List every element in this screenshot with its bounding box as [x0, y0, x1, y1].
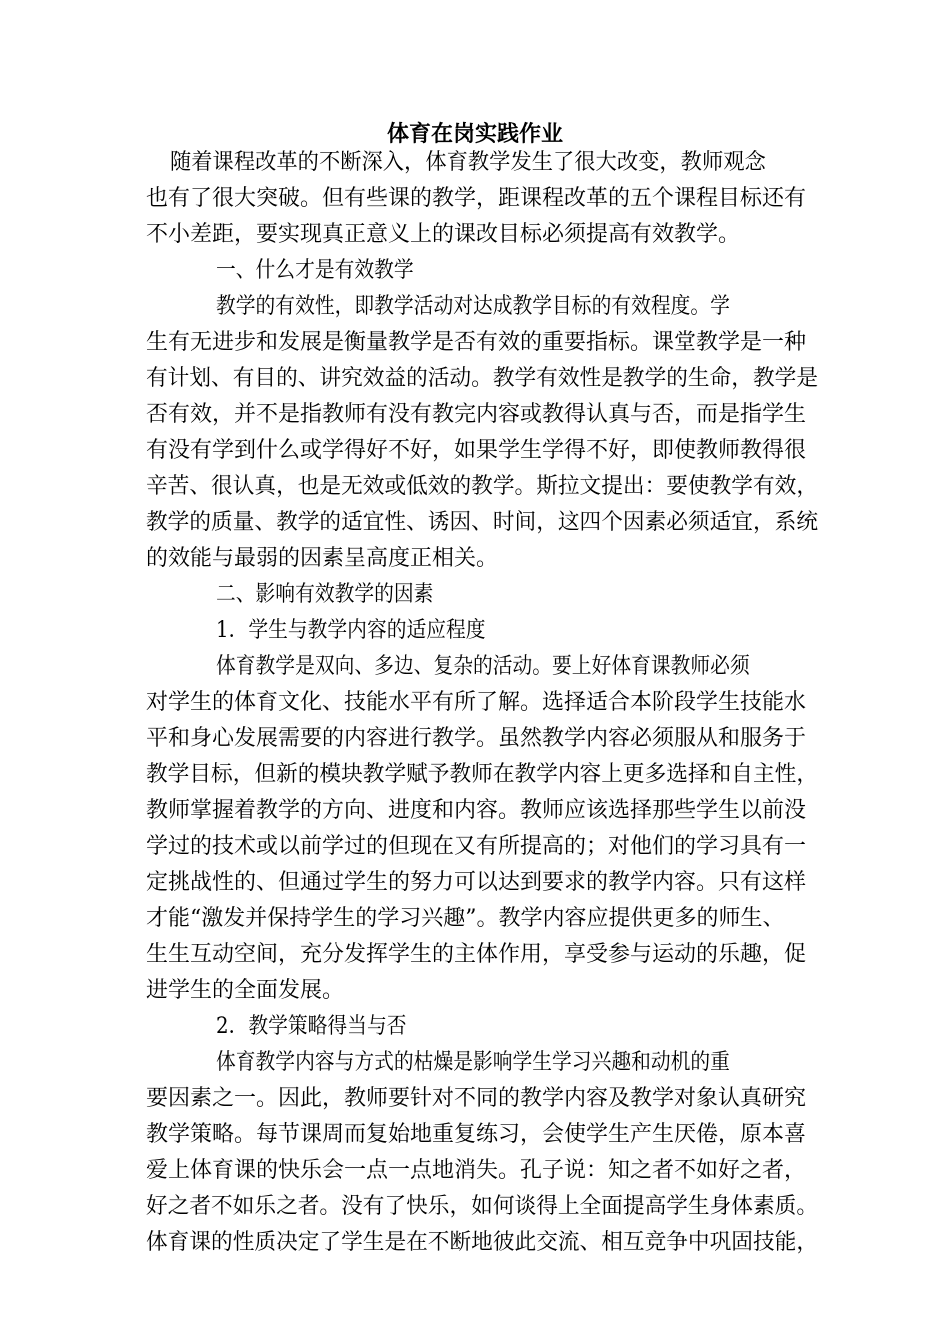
paragraph-line: 也有了很大突破。但有些课的教学，距课程改革的五个课程目标还有: [146, 186, 807, 211]
paragraph-line: 教学的质量、教学的适宜性、诱因、时间，这四个因素必须适宜，系统: [146, 510, 819, 535]
paragraph-line: 要因素之一。因此，教师要针对不同的教学内容及教学对象认真研究: [146, 1086, 807, 1111]
paragraph-line: 教学的有效性，即教学活动对达成教学目标的有效程度。学: [216, 294, 730, 319]
paragraph-line: 生生互动空间，充分发挥学生的主体作用，享受参与运动的乐趣，促: [146, 942, 807, 967]
paragraph-line: 学过的技术或以前学过的但现在又有所提高的；对他们的学习具有一: [146, 834, 807, 859]
paragraph-line: 随着课程改革的不断深入，体育教学发生了很大改变，教师观念: [170, 150, 766, 175]
paragraph-line: 生有无进步和发展是衡量教学是否有效的重要指标。课堂教学是一种: [146, 330, 807, 355]
paragraph-line: 不小差距，要实现真正意义上的课改目标必须提高有效教学。: [146, 222, 741, 247]
paragraph-line: 平和身心发展需要的内容进行教学。虽然教学内容必须服从和服务于: [146, 726, 807, 751]
paragraph-line: 爱上体育课的快乐会一点一点地消失。孔子说：知之者不如好之者，: [146, 1158, 807, 1183]
paragraph-line: 体育课的性质决定了学生是在不断地彼此交流、相互竞争中巩固技能，: [146, 1230, 819, 1255]
paragraph-line: 教学目标，但新的模块教学赋予教师在教学内容上更多选择和自主性，: [146, 762, 819, 787]
paragraph-line: 好之者不如乐之者。没有了快乐，如何谈得上全面提高学生身体素质。: [146, 1194, 819, 1219]
paragraph-line: 才能“激发并保持学生的学习兴趣”。教学内容应提供更多的师生、: [146, 906, 785, 931]
paragraph-line: 体育教学是双向、多边、复杂的活动。要上好体育课教师必须: [216, 654, 750, 679]
subsection-heading: 2．教学策略得当与否: [216, 1014, 407, 1039]
paragraph-line: 否有效，并不是指教师有没有教完内容或教得认真与否，而是指学生: [146, 402, 807, 427]
section-heading: 一、什么才是有效教学: [216, 258, 414, 283]
paragraph-line: 教学策略。每节课周而复始地重复练习，会使学生产生厌倦，原本喜: [146, 1122, 807, 1147]
paragraph-line: 辛苦、很认真，也是无效或低效的教学。斯拉文提出：要使教学有效，: [146, 474, 819, 499]
section-heading: 二、影响有效教学的因素: [216, 582, 434, 607]
paragraph-line: 有计划、有目的、讲究效益的活动。教学有效性是教学的生命，教学是: [146, 366, 819, 391]
subsection-heading: 1．学生与教学内容的适应程度: [216, 618, 486, 643]
document-title: 体育在岗实践作业: [386, 122, 563, 147]
paragraph-line: 体育教学内容与方式的枯燥是影响学生学习兴趣和动机的重: [216, 1050, 730, 1075]
paragraph-line: 的效能与最弱的因素呈高度正相关。: [146, 546, 499, 571]
paragraph-line: 对学生的体育文化、技能水平有所了解。选择适合本阶段学生技能水: [146, 690, 807, 715]
paragraph-line: 定挑战性的、但通过学生的努力可以达到要求的教学内容。只有这样: [146, 870, 807, 895]
paragraph-line: 进学生的全面发展。: [146, 978, 345, 1003]
paragraph-line: 有没有学到什么或学得好不好，如果学生学得不好，即使教师教得很: [146, 438, 807, 463]
paragraph-line: 教师掌握着教学的方向、进度和内容。教师应该选择那些学生以前没: [146, 798, 807, 823]
